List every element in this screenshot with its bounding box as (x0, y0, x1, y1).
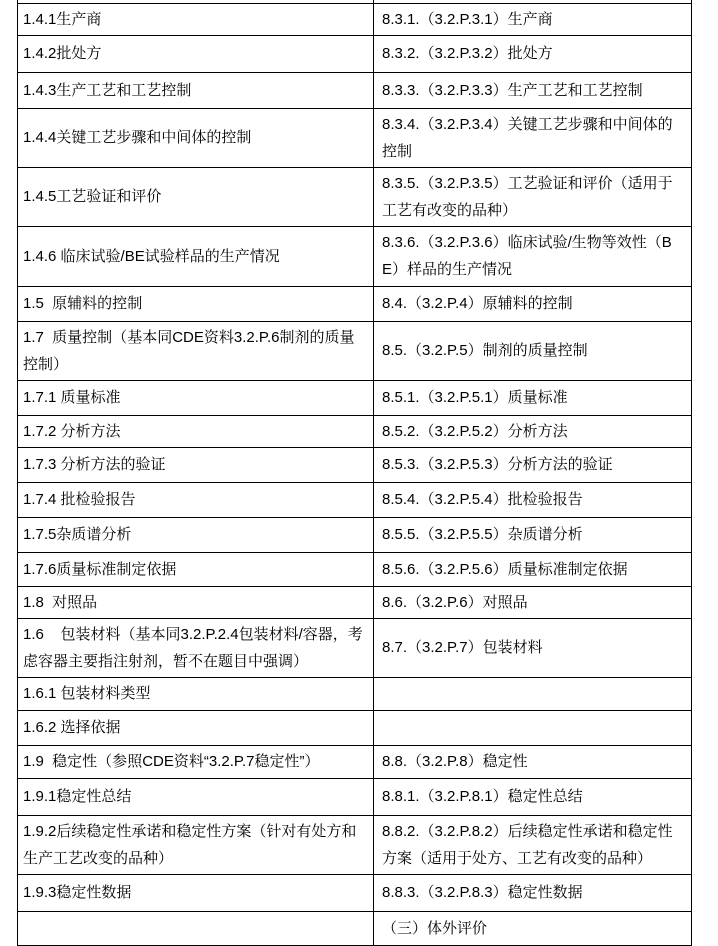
table-cell-right: 8.3.5.（3.2.P.3.5）工艺验证和评价（适用于工艺有改变的品种） (374, 167, 692, 226)
table-cell-left (18, 911, 374, 945)
table-cell-right: 8.5.5.（3.2.P.5.5）杂质谱分析 (374, 517, 692, 552)
table-cell-right: 8.4.（3.2.P.4）原辅料的控制 (374, 286, 692, 321)
table-cell-left: 1.4.5工艺验证和评价 (18, 167, 374, 226)
table-cell-right: 8.5.3.（3.2.P.5.3）分析方法的验证 (374, 447, 692, 482)
ctd-mapping-table (17, 0, 692, 946)
table-cell-left: 1.7.1 质量标准 (18, 380, 374, 415)
table-row (18, 447, 692, 482)
table-cell-right: （三）体外评价 (374, 911, 692, 945)
table-cell-left: 1.9.2后续稳定性承诺和稳定性方案（针对有处方和生产工艺改变的品种） (18, 815, 374, 874)
table-cell-left: 1.9 稳定性（参照CDE资料“3.2.P.7稳定性”） (18, 745, 374, 778)
table-cell-left: 1.7 质量控制（基本同CDE资料3.2.P.6制剂的质量控制） (18, 321, 374, 380)
table-row (18, 552, 692, 586)
table-row (18, 710, 692, 745)
table-cell-left: 1.7.4 批检验报告 (18, 482, 374, 517)
table-cell-left: 1.8 对照品 (18, 586, 374, 618)
table-row (18, 415, 692, 447)
table-cell-left: 1.6.2 选择依据 (18, 710, 374, 745)
table-row (18, 618, 692, 677)
table-cell-left: 1.9.3稳定性数据 (18, 874, 374, 911)
table-cell-left: 1.7.2 分析方法 (18, 415, 374, 447)
table-row (18, 745, 692, 778)
table-cell-right: 8.3.3.（3.2.P.3.3）生产工艺和工艺控制 (374, 72, 692, 108)
table-row (18, 226, 692, 286)
table-cell-left: 1.4.6 临床试验/BE试验样品的生产情况 (18, 226, 374, 286)
table-cell-left: 1.4.1生产商 (18, 3, 374, 35)
table-cell-left: 1.7.6质量标准制定依据 (18, 552, 374, 586)
table-row (18, 677, 692, 710)
table-row (18, 517, 692, 552)
table-row (18, 3, 692, 35)
table-cell-right: 8.8.1.（3.2.P.8.1）稳定性总结 (374, 778, 692, 815)
table-cell-right: 8.5.6.（3.2.P.5.6）质量标准制定依据 (374, 552, 692, 586)
table-row (18, 321, 692, 380)
table-row (18, 911, 692, 945)
table-row (18, 108, 692, 167)
table-cell-left: 1.9.1稳定性总结 (18, 778, 374, 815)
table-row (18, 72, 692, 108)
table-cell-left: 1.6 包装材料（基本同3.2.P.2.4包装材料/容器，考虑容器主要指注射剂，暂不在题目中强调） (18, 618, 374, 677)
table-cell-right (374, 710, 692, 745)
table-row (18, 586, 692, 618)
table-cell-right: 8.3.1.（3.2.P.3.1）生产商 (374, 3, 692, 35)
table-row (18, 815, 692, 874)
table-cell-right: 8.3.2.（3.2.P.3.2）批处方 (374, 35, 692, 72)
table-row (18, 874, 692, 911)
table-cell-left: 1.6.1 包装材料类型 (18, 677, 374, 710)
table-row (18, 35, 692, 72)
table-cell-right: 8.3.6.（3.2.P.3.6）临床试验/生物等效性（BE）样品的生产情况 (374, 226, 692, 286)
table-row (18, 286, 692, 321)
table-cell-left: 1.4.2批处方 (18, 35, 374, 72)
table-cell-right: 8.5.4.（3.2.P.5.4）批检验报告 (374, 482, 692, 517)
table-cell-right: 8.8.3.（3.2.P.8.3）稳定性数据 (374, 874, 692, 911)
table-cell-right: 8.7.（3.2.P.7）包装材料 (374, 618, 692, 677)
table-cell-right: 8.5.（3.2.P.5）制剂的质量控制 (374, 321, 692, 380)
table-cell-right: 8.8.（3.2.P.8）稳定性 (374, 745, 692, 778)
table-cell-right: 8.8.2.（3.2.P.8.2）后续稳定性承诺和稳定性方案（适用于处方、工艺有改变的品种） (374, 815, 692, 874)
table-cell-right (374, 677, 692, 710)
table-cell-right: 8.5.2.（3.2.P.5.2）分析方法 (374, 415, 692, 447)
table-row (18, 778, 692, 815)
table-cell-left: 1.5 原辅料的控制 (18, 286, 374, 321)
table-cell-left: 1.4.4关键工艺步骤和中间体的控制 (18, 108, 374, 167)
table-cell-left: 1.7.3 分析方法的验证 (18, 447, 374, 482)
table-cell-right: 8.5.1.（3.2.P.5.1）质量标准 (374, 380, 692, 415)
table-row (18, 482, 692, 517)
table-cell-right: 8.6.（3.2.P.6）对照品 (374, 586, 692, 618)
table-cell-left: 1.7.5杂质谱分析 (18, 517, 374, 552)
table-row (18, 167, 692, 226)
table-row (18, 380, 692, 415)
table-cell-left: 1.4.3生产工艺和工艺控制 (18, 72, 374, 108)
table-cell-right: 8.3.4.（3.2.P.3.4）关键工艺步骤和中间体的控制 (374, 108, 692, 167)
